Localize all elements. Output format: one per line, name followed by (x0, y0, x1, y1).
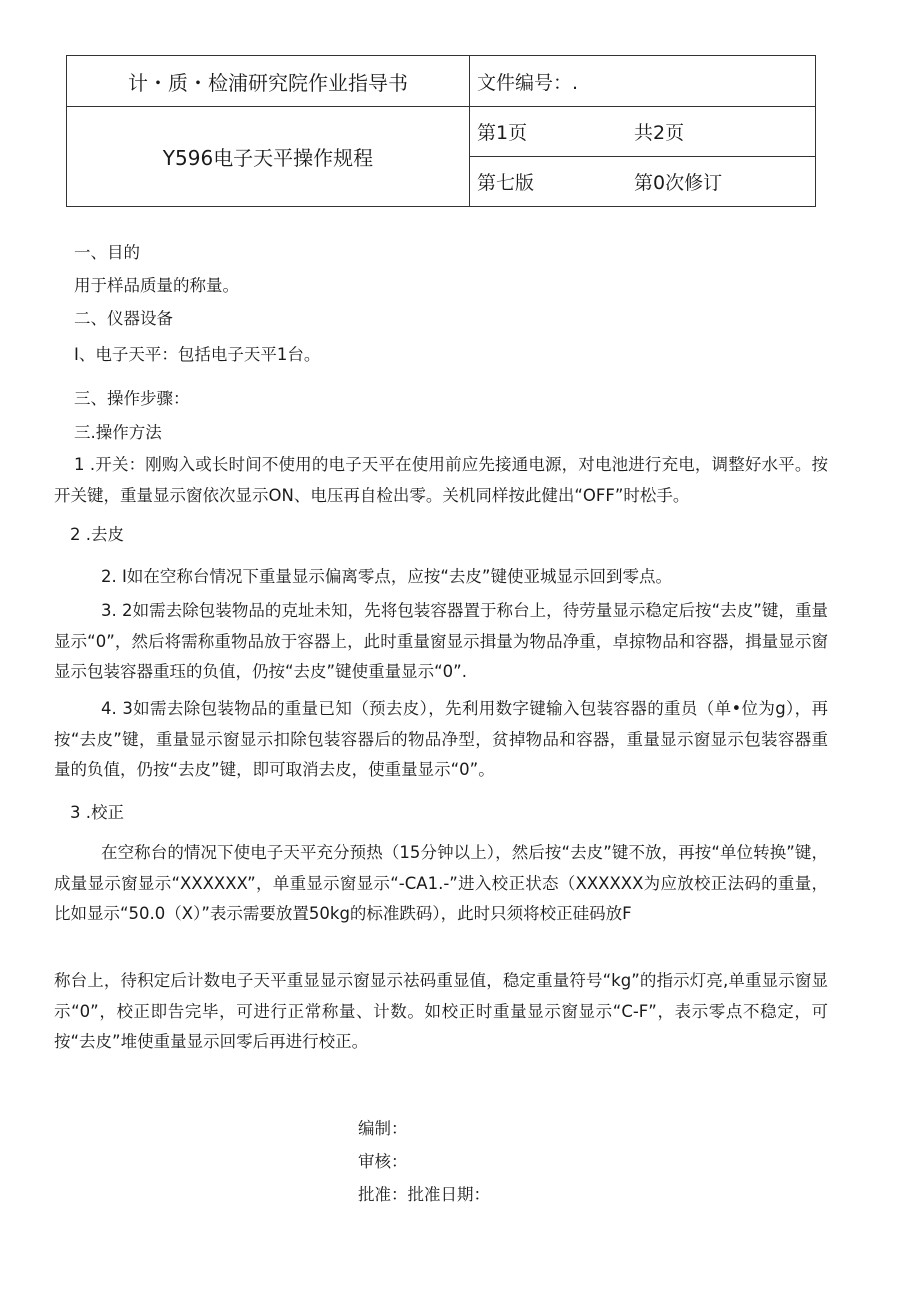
switch-paragraph: 1 .开关：刚购入或长时间不使用的电子天平在使用前应先接通电源，对电池进行充电，调整好水平。按开关键，重量显示窗依次显示ON、电压再自检出零。关机同样按此健出“OFF”时松手。 (54, 455, 828, 505)
revision: 第0次修订 (634, 172, 723, 194)
method-heading: 三.操作方法 (74, 423, 162, 442)
calibration-heading: 3 .校正 (70, 803, 124, 822)
tare-heading: 2 .去皮 (70, 525, 124, 544)
page-number: 第1页 (477, 122, 528, 144)
purpose-heading: 一、目的 (74, 243, 140, 262)
file-number-cell (470, 56, 816, 107)
purpose-text: 用于样品质量的称量。 (74, 276, 239, 295)
total-pages: 共2页 (634, 122, 685, 144)
doc-title: Y596电子天平操作规程 (162, 146, 374, 170)
doc-title-cell (67, 107, 470, 207)
calibration-paragraph-2: 称台上，待积定后计数电子天平重显显示窗显示祛码重显值，稳定重量符号“kg”的指示灯亮,单重显示窗显示“0”，校正即告完毕，可进行正常称量、计数。如校正时重量显示窗显示“C-F”，表示零点不稳定，可按“去皮”堆使重量显示回零后再进行校正。 (54, 971, 828, 1051)
steps-heading: 三、操作步骤： (74, 389, 190, 408)
tare-paragraph-2: 3. 2如需去除包装物品的克址未知，先将包装容器置于称台上，待劳量显示稳定后按“去皮”键，重量显示“0”，然后将需称重物品放于容器上，此时重量窗显示揖量为物品净重，卓掠物品和容器，揖量显示窗显示包装容器重珏的负值，仍按“去皮”键使重量显示“0”. (54, 601, 828, 681)
equipment-text: I、电子天平：包括电子天平1台。 (74, 345, 321, 364)
page-info-cell (470, 107, 816, 157)
file-number: 文件编号：. (477, 71, 579, 94)
tare-paragraph-3: 4. 3如需去除包装物品的重量已知（预去皮），先利用数字键输入包装容器的重员（单•位为g），再按“去皮”键，重量显示窗显示扣除包装容器后的物品净型，贫掉物品和容器，重量显示窗显示包装容器重量的负值，仍按“去皮”键，即可取消去皮，使重量显示“0”。 (54, 699, 828, 779)
tare-paragraph-1: 2. I如在空称台情况下重量显示偏离零点，应按“去皮”键使亚城显示回到零点。 (101, 567, 672, 586)
calibration-paragraph-1: 在空称台的情况下使电子天平充分预热（15分钟以上），然后按“去皮”键不放，再按“单位转换”键，成量显示窗显示“XXXXXX”，单重显示窗显示“-CA1.-”进入校正状态（XXXXXX为应放校正法码的重量，比如显示“50.0（X）”表示需要放置50kg的标准跌码），此时只须将校正硅码放F (54, 843, 828, 923)
institute-name-cell (67, 56, 470, 107)
document-header-table (66, 55, 816, 207)
institute-name: 计・质・检浦研究院作业指导书 (128, 70, 408, 95)
equipment-heading: 二、仪器设备 (74, 309, 173, 328)
edition: 第七版 (477, 172, 535, 194)
approved-by-label: 批准：批准日期： (358, 1185, 490, 1204)
edition-info-cell (470, 157, 816, 207)
reviewed-by-label: 审核： (358, 1152, 408, 1171)
compiled-by-label: 编制： (358, 1119, 408, 1138)
